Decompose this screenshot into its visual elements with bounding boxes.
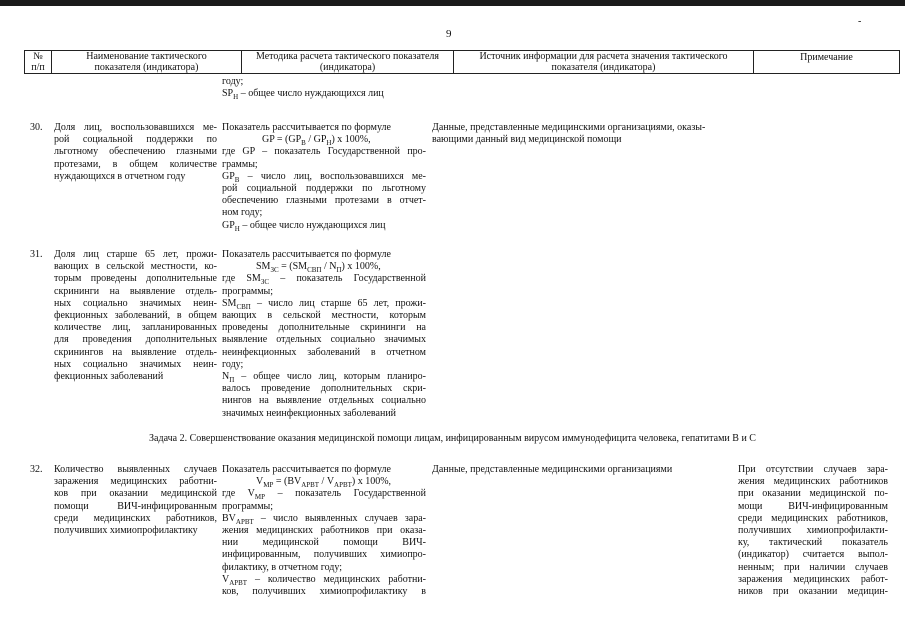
- text-line: Показатель рассчитывается по формуле: [222, 464, 391, 475]
- row32-source: [432, 464, 728, 476]
- row-number-31: 31.: [30, 249, 43, 260]
- text-line: рой социальной поддержки по льготному: [222, 183, 426, 195]
- table-header: [24, 50, 900, 74]
- formula: $V_{МР} = (BV_{АРВТ} / V_{АРВТ})$ х 100%,: [256, 476, 392, 490]
- text-line: обеспечению глазными протезами в отчет-: [222, 195, 426, 207]
- text-line: жения медицинских работников при оказа-: [222, 525, 426, 537]
- text-line: $BV_{АРВТ}$ – число выявленных случаев зара-: [222, 512, 426, 526]
- formula: $SM_{ЗС} = (SM_{СВП} / N_П)$ х 100%,: [256, 261, 381, 275]
- text-line: программы;: [222, 285, 274, 297]
- text-line: ных социально значимых неин-: [54, 297, 217, 309]
- text-line: для проведения дополнительных: [54, 334, 217, 346]
- header-text: Примечание: [800, 52, 853, 63]
- text-line: году;: [222, 76, 244, 87]
- text-line: жения медицинских работников: [738, 476, 888, 488]
- text-line: Доля лиц старше 65 лет, прожи-: [54, 249, 217, 260]
- header-source: [453, 51, 753, 73]
- text-line: выявление отдельных социально значимых: [222, 334, 426, 346]
- formula: GP = $(GP_В / GP_Н)$ х 100%,: [262, 134, 371, 148]
- text-line: значимых неинфекционных заболеваний: [222, 407, 397, 419]
- text-line: $V_{АРВТ}$ – количество медицинских работни-: [222, 573, 426, 587]
- text-line: скрининги на выявление отдель-: [54, 285, 217, 297]
- row-number-32: 32.: [30, 464, 43, 475]
- header-method: [241, 51, 453, 73]
- text-line: льготному обеспечению глазными: [54, 146, 217, 158]
- text-line: торым проведены дополнительные: [54, 273, 217, 285]
- text-line: заражения медицинских работни-: [54, 476, 217, 488]
- text-line: (индикатор) считается выпол-: [738, 549, 888, 561]
- row32-method: [222, 464, 426, 598]
- text-line: $SM_{СВП}$ – число лиц старше 65 лет, прожи-: [222, 297, 426, 311]
- header-text: п/п: [31, 62, 45, 73]
- text-line: нуждающихся в отчетном году: [54, 170, 186, 182]
- text-line: где GP – показатель Государственной про-: [222, 146, 426, 158]
- header-name: [51, 51, 241, 73]
- header-text: показателя (индикатора): [94, 62, 199, 73]
- text-line: ников при оказании медицин-: [738, 586, 888, 598]
- header-text: показателя (индикатора): [551, 62, 656, 73]
- text-line: количестве лиц, запланированных: [54, 322, 217, 334]
- text-line: проведены дополнительные скрининги на: [222, 322, 426, 334]
- text-line: ку, тактический показатель: [738, 537, 888, 549]
- row30-indicator-name: [54, 122, 217, 183]
- text-line: филактику, в отчетном году;: [222, 561, 343, 573]
- row30-source: [432, 122, 728, 146]
- text-line: Данные, представленные медицинскими организациями, оказы-: [432, 122, 706, 133]
- text-line: Доля лиц, воспользовавшихся ме-: [54, 122, 217, 133]
- text-line: При отсутствии случаев зара-: [738, 464, 888, 475]
- text-line: среди медицинских работников,: [54, 512, 217, 524]
- task-heading: Задача 2. Совершенствование оказания медицинской помощи лицам, инфицированным вирусом иммунодефицита человека, гепатитами В и С: [149, 433, 756, 444]
- text-line: $GP_Н$ – общее число нуждающихся лиц: [222, 219, 386, 233]
- text-line: скринингов на выявление отдель-: [54, 346, 217, 358]
- continuation-method: [222, 76, 426, 100]
- text-line: инфицированным, получивших химиопро-: [222, 549, 426, 561]
- text-line: мощи ВИЧ-инфицированным: [738, 500, 888, 512]
- text-line: нии медицинской помощи ВИЧ-: [222, 537, 426, 549]
- text-line: рой социальной поддержки по: [54, 134, 217, 146]
- text-line: ков, получивших химиопрофилактику в: [222, 586, 426, 598]
- text-line: ных социально значимых неин-: [54, 358, 217, 370]
- text-line: при оказании медицинской по-: [738, 488, 888, 500]
- text-line: валось проведение дополнительных скри-: [222, 383, 426, 395]
- row31-method: [222, 249, 426, 420]
- header-text: Методика расчета тактического показателя: [255, 51, 440, 62]
- text-line: фекционных заболеваний, в общем: [54, 310, 217, 322]
- corner-mark: -: [858, 16, 862, 27]
- page-top-border: [0, 0, 905, 6]
- text-line: ков при оказании медицинской: [54, 488, 217, 500]
- text-line: граммы;: [222, 158, 258, 170]
- row32-note: [738, 464, 888, 598]
- text-line: помощи ВИЧ-инфицированным: [54, 500, 217, 512]
- text-line: вающих в сельской местности, ко-: [54, 261, 217, 273]
- header-num: [24, 51, 51, 73]
- text-line: нингов на выявление отдельных социально: [222, 395, 426, 407]
- text-line: Показатель рассчитывается по формуле: [222, 249, 391, 260]
- text-line: получивших химиопрофилакти-: [738, 525, 888, 537]
- text-line: где $V_{МР}$ – показатель Государственной: [222, 488, 426, 502]
- text-line: заражения медицинских работ-: [738, 573, 888, 585]
- text-line: Количество выявленных случаев: [54, 464, 217, 475]
- text-line: вающими данный вид медицинской помощи: [432, 134, 622, 146]
- page-number: 9: [446, 28, 452, 40]
- text-line: вающих в сельской местности, которым: [222, 310, 426, 322]
- text-line: неинфекционных заболеваний в отчетном: [222, 346, 426, 358]
- text-line: среди медицинских работников,: [738, 512, 888, 524]
- text-line: Данные, представленные медицинскими организациями: [432, 464, 673, 475]
- text-line: получивших химиопрофилактику: [54, 525, 198, 537]
- header-text: Источник информации для расчета значения тактического: [479, 51, 728, 62]
- text-line: $GP_В$ – число лиц, воспользовавшихся ме-: [222, 170, 426, 184]
- row31-indicator-name: [54, 249, 217, 383]
- text-line: фекционных заболеваний: [54, 371, 164, 383]
- header-text: №: [33, 51, 43, 62]
- header-text: (индикатора): [319, 62, 376, 73]
- header-text: Наименование тактического: [86, 51, 207, 62]
- row32-indicator-name: [54, 464, 217, 537]
- text-line: ненным; при наличии случаев: [738, 561, 888, 573]
- text-line: $N_П$ – общее число лиц, которым планиро-: [222, 371, 426, 385]
- row-number-30: 30.: [30, 122, 43, 133]
- text-line: $SP_Н$ – общее число нуждающихся лиц: [222, 88, 384, 102]
- text-line: году;: [222, 358, 244, 370]
- text-line: Показатель рассчитывается по формуле: [222, 122, 391, 133]
- row30-method: [222, 122, 426, 232]
- text-line: протезами, в общем количестве: [54, 158, 217, 170]
- text-line: ном году;: [222, 207, 263, 219]
- text-line: программы;: [222, 500, 274, 512]
- header-note: [753, 51, 900, 73]
- text-line: где $SM_{ЗС}$ – показатель Государственной: [222, 273, 426, 287]
